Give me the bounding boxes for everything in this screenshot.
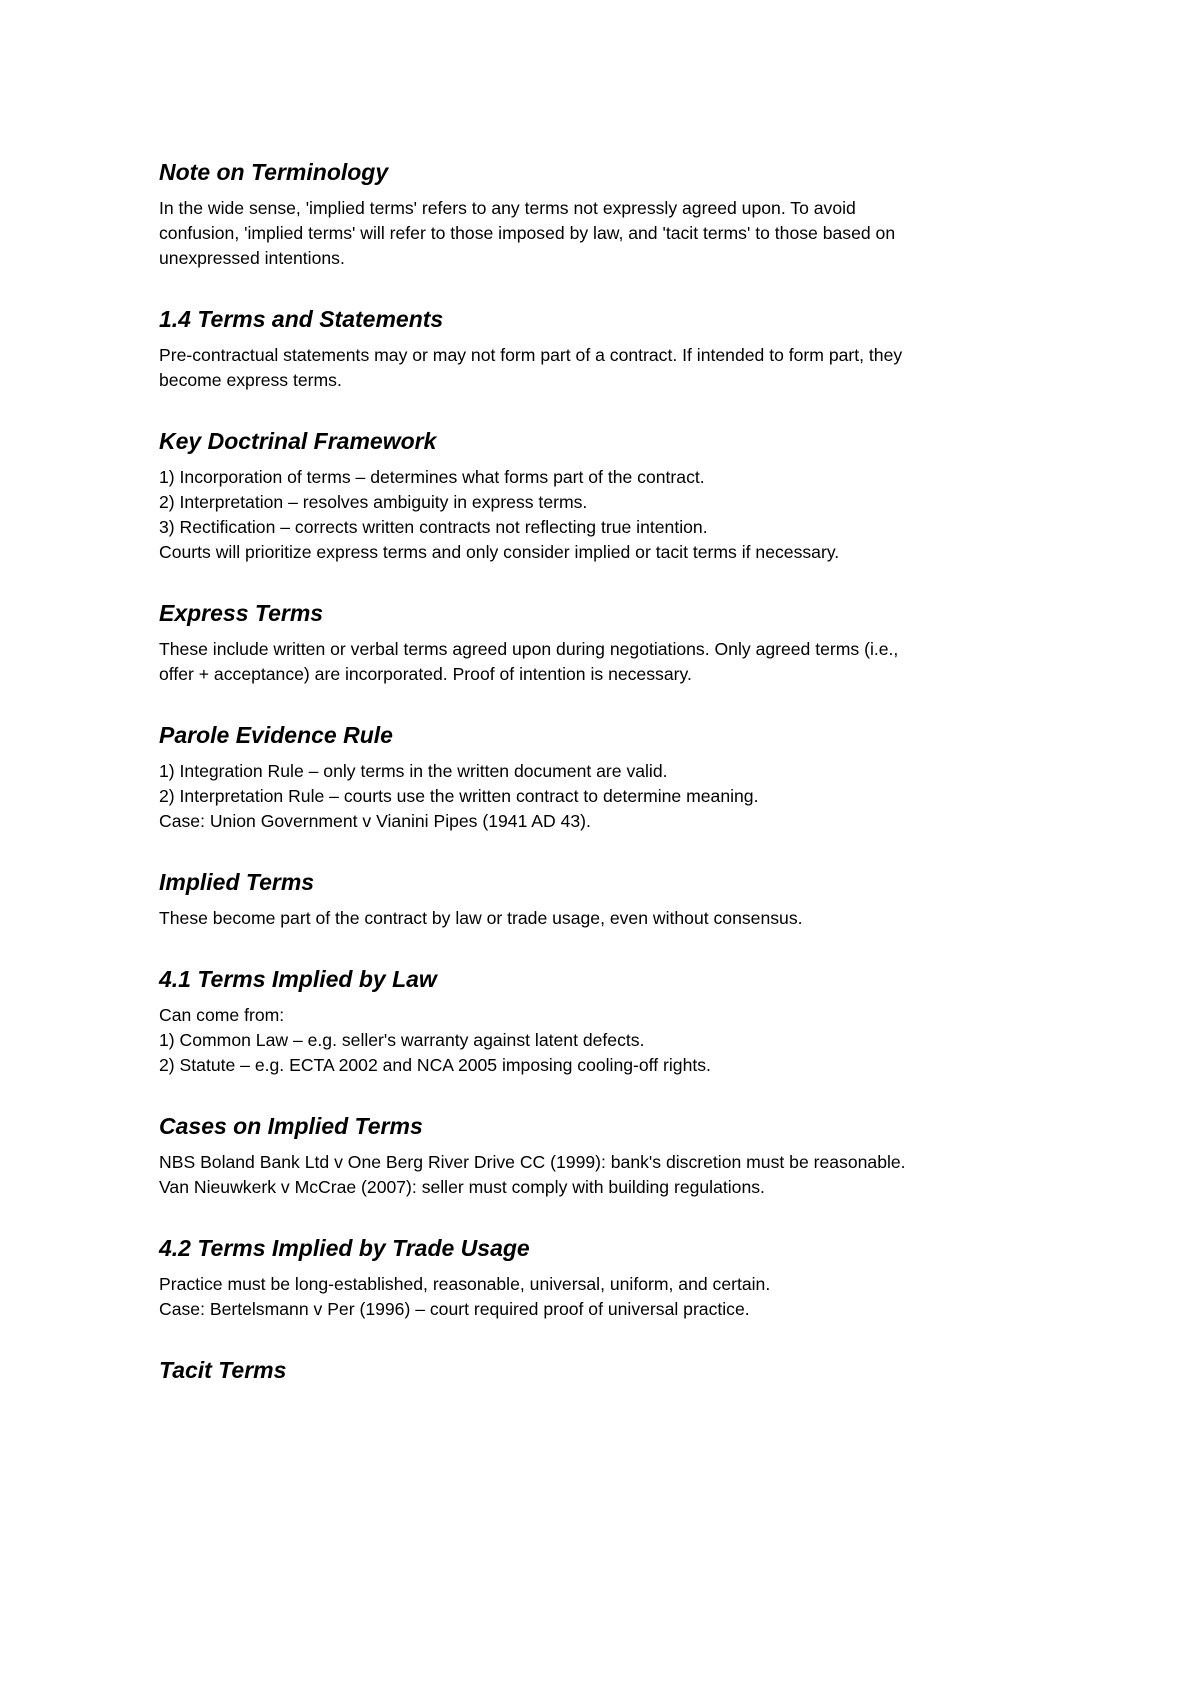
section-cases-on-implied-terms — [159, 1110, 1059, 1200]
section-parole-evidence-rule — [159, 719, 1059, 834]
body-line: 2) Interpretation – resolves ambiguity in express terms. — [159, 492, 588, 512]
body-line: confusion, 'implied terms' will refer to those imposed by law, and 'tacit terms' to those based on — [159, 223, 896, 243]
section-express-terms — [159, 597, 1059, 687]
body-line: Case: Union Government v Vianini Pipes (1941 AD 43). — [159, 811, 591, 831]
body-line: become express terms. — [159, 370, 342, 390]
body-line: In the wide sense, 'implied terms' refers to any terms not expressly agreed upon. To avoid — [159, 198, 856, 218]
section-heading: Implied Terms — [159, 869, 315, 895]
body-line: 1) Incorporation of terms – determines what forms part of the contract. — [159, 467, 705, 487]
body-line: 1) Common Law – e.g. seller's warranty against latent defects. — [159, 1030, 645, 1050]
section-terms-and-statements — [159, 303, 1059, 393]
document-page — [159, 156, 1059, 1418]
section-heading: Cases on Implied Terms — [159, 1113, 423, 1139]
body-line: 2) Statute – e.g. ECTA 2002 and NCA 2005 imposing cooling-off rights. — [159, 1055, 711, 1075]
body-line: Courts will prioritize express terms and only consider implied or tacit terms if necessary. — [159, 542, 840, 562]
section-terms-implied-by-trade-usage — [159, 1232, 1059, 1322]
section-heading: 4.2 Terms Implied by Trade Usage — [159, 1235, 530, 1261]
section-heading: Tacit Terms — [159, 1357, 287, 1383]
section-heading: 1.4 Terms and Statements — [159, 306, 444, 332]
body-line: Can come from: — [159, 1005, 285, 1025]
body-line: Case: Bertelsmann v Per (1996) – court required proof of universal practice. — [159, 1299, 750, 1319]
section-heading: Parole Evidence Rule — [159, 722, 393, 748]
section-heading: Key Doctrinal Framework — [159, 428, 437, 454]
body-line: Practice must be long-established, reasonable, universal, uniform, and certain. — [159, 1274, 771, 1294]
body-line: unexpressed intentions. — [159, 248, 345, 268]
section-heading: Express Terms — [159, 600, 324, 626]
section-implied-terms — [159, 866, 1059, 931]
body-line: offer + acceptance) are incorporated. Proof of intention is necessary. — [159, 664, 692, 684]
section-key-doctrinal-framework — [159, 425, 1059, 565]
section-terms-implied-by-law — [159, 963, 1059, 1078]
body-line: Van Nieuwkerk v McCrae (2007): seller must comply with building regulations. — [159, 1177, 765, 1197]
body-line: NBS Boland Bank Ltd v One Berg River Drive CC (1999): bank's discretion must be reasonable. — [159, 1152, 906, 1172]
section-heading: 4.1 Terms Implied by Law — [159, 966, 437, 992]
body-line: Pre-contractual statements may or may not form part of a contract. If intended to form part, they — [159, 345, 903, 365]
body-line: These include written or verbal terms agreed upon during negotiations. Only agreed terms (i.e., — [159, 639, 899, 659]
body-line: These become part of the contract by law or trade usage, even without consensus. — [159, 908, 803, 928]
body-line: 1) Integration Rule – only terms in the written document are valid. — [159, 761, 668, 781]
body-line: 3) Rectification – corrects written contracts not reflecting true intention. — [159, 517, 708, 537]
section-heading: Note on Terminology — [159, 159, 389, 185]
section-tacit-terms — [159, 1354, 1059, 1386]
section-note-on-terminology — [159, 156, 1059, 271]
body-line: 2) Interpretation Rule – courts use the written contract to determine meaning. — [159, 786, 759, 806]
